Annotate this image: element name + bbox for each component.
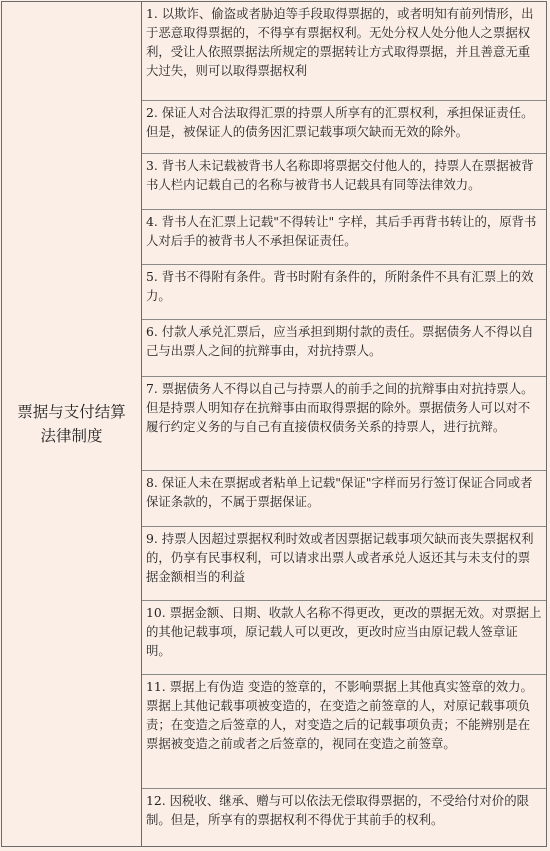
item-row: 3. 背书人未记载被背书人名称即将票据交付他人的，持票人在票据被背书人栏内记载自己的名称与被背书人记载具有同等法律效力。 [142, 154, 546, 210]
law-summary-table [1, 1, 547, 847]
item-row: 9. 持票人因超过票据权利时效或者因票据记载事项欠缺而丧失票据权利的，仍享有民事权利，可以请求出票人或者承兑人返还其与未支付的票据金额相当的利益 [142, 527, 546, 601]
item-row: 12. 因税收、继承、赠与可以依法无偿取得票据的，不受给付对价的限制。但是，所享有的票据权利不得优于其前手的权利。 [146, 793, 529, 827]
item-row: 4. 背书人在汇票上记载"不得转让" 字样，其后手再背书转让的，原背书人对后手的被背书人不承担保证责任。 [142, 210, 546, 265]
item-row: 7. 票据债务人不得以自己与持票人的前手之间的抗辩事由对抗持票人。但是持票人明知存在抗辩事由而取得票据的除外。票据债务人可以对不履行约定义务的与自己有直接债权债务关系的持票人，进行抗辩。 [142, 377, 546, 471]
item-row: 2. 保证人对合法取得汇票的持票人所享有的汇票权利，承担保证责任。但是，被保证人的债务因汇票记载事项欠缺而无效的除外。 [142, 101, 546, 154]
item-row: 10. 票据金额、日期、收款人名称不得更改，更改的票据无效。对票据上的其他记载事项，原记载人可以更改，更改时应当由原记载人签章证明。 [142, 601, 546, 675]
items-column [142, 2, 546, 846]
item-row: 1. 以欺诈、偷盗或者胁迫等手段取得票据的，或者明知有前列情形，出于恶意取得票据的，不得享有票据权利。无处分权人处分他人之票据权利，受让人依照票据法所规定的票据转让方式取得票据，并且善意无重大过失，则可以取得票据权利 [142, 2, 546, 101]
item-row: 11. 票据上有伪造 变造的签章的，不影响票据上其他真实签章的效力。票据上其他记载事项被变造的，在变造之前签章的人，对原记载事项负责；在变造之后签章的人，对变造之后的记载事项负责；不能辨别是在票据被变造之前或者之后签章的，视同在变造之前签章。 [142, 675, 546, 789]
category-cell: 票据与支付结算法律制度 [2, 2, 142, 846]
item-row: 5. 背书不得附有条件。背书时附有条件的，所附条件不具有汇票上的效力。 [142, 265, 546, 320]
item-row: 8. 保证人未在票据或者粘单上记载"保证"字样而另行签订保证合同或者保证条款的，不属于票据保证。 [142, 471, 546, 527]
item-row: 6. 付款人承兑汇票后，应当承担到期付款的责任。票据债务人不得以自己与出票人之间的抗辩事由，对抗持票人。 [142, 320, 546, 377]
